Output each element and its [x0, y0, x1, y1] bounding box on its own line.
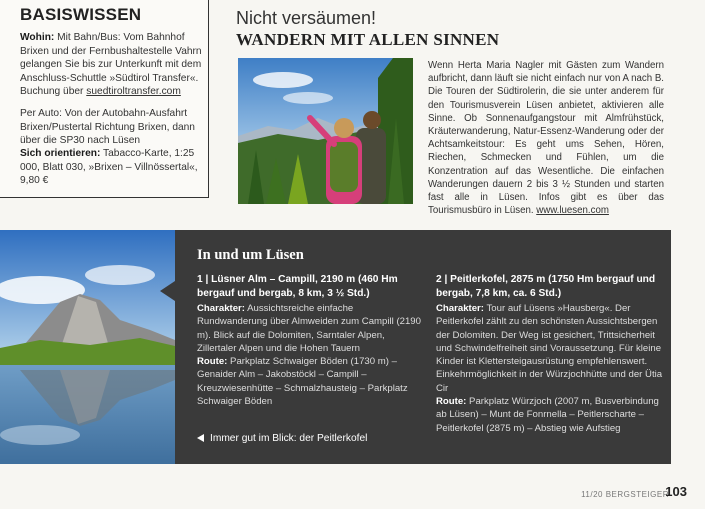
route-1-charakter: Aussichtsreiche einfache Rundwanderung über Almweiden zum Campill (2190 m). Blick auf die Dolomiten, Sarntaler Alpen, Zillertaler Alpen und die Hohen Tauern: [197, 303, 421, 354]
route-1-charakter-label: Charakter:: [197, 303, 245, 314]
photo-caption-text: Immer gut im Blick: der Peitlerkofel: [210, 433, 368, 444]
orientieren-text: Tabacco-Karte, 1:25 000, Blatt 030, »Brixen – Villnössertal«, 9,80 €: [20, 148, 198, 187]
orientieren-label: Sich orientieren:: [20, 148, 101, 159]
caption-arrow-icon: [197, 434, 204, 442]
basiswissen-title: BASISWISSEN: [20, 5, 142, 24]
wohin-text: Mit Bahn/Bus: Vom Bahnhof Brixen und der Fernbushaltestelle Vahrn gelangen Sie bis zur Unterkunft mit dem Anschluss-Schuttle »Südtirol Transfer«. Buchung über: [20, 32, 202, 98]
peitlerkofel-illustration: [0, 230, 175, 464]
basiswissen-box: [0, 0, 209, 198]
basiswissen-orientieren: [20, 147, 202, 188]
route-1-route: Parkplatz Schwaiger Böden (1730 m) – Genaider Alm – Jakobstöckl – Campill – Kreuzwiesenhütte – Schmalzhausteig – Parkplatz Schwaiger Böden: [197, 356, 408, 408]
route-2: [436, 273, 663, 435]
route-1: [197, 273, 422, 408]
basiswissen-auto: Per Auto: Von der Autobahn-Ausfahrt Brixen/Pustertal Richtung Brixen, dann über die SP30 nach Lüsen: [20, 108, 195, 147]
article-kicker: Nicht versäumen!: [236, 8, 377, 28]
panel-pointer: [160, 281, 175, 301]
route-2-charakter-label: Charakter:: [436, 303, 484, 314]
wohin-label: Wohin:: [20, 32, 55, 43]
hiker-photo: [238, 58, 413, 204]
luesen-link[interactable]: www.luesen.com: [536, 205, 609, 217]
route-2-route-label: Route:: [436, 396, 467, 408]
article-body: [428, 59, 664, 217]
route-1-heading: 1 | Lüsner Alm – Campill, 2190 m (460 Hm bergauf und bergab, 8 km, 3 ½ Std.): [197, 274, 398, 299]
issue-label: 11/20 BERGSTEIGER: [581, 490, 669, 499]
peitlerkofel-photo: [0, 230, 175, 464]
route-2-body: [436, 302, 663, 435]
photo-caption: [197, 433, 367, 444]
route-2-route: Parkplatz Würzjoch (2007 m, Busverbindung ab Lüsen) – Munt de Fonrnella – Peitlerscharte – Peitlerkofel (2875 m) – Abstieg wie Aufstieg: [436, 396, 659, 434]
hiker-photo-illustration: [238, 58, 413, 204]
suedtiroltransfer-link[interactable]: suedtiroltransfer.com: [86, 86, 181, 98]
route-1-body: [197, 302, 422, 408]
panel-title: In und um Lüsen: [197, 247, 304, 263]
article-body-text: Wenn Herta Maria Nagler mit Gästen zum Wandern aufbricht, dann läuft sie nicht einfach nur von A nach B. Die Touren der Südtirolerin, die sie unter anderem für den Tourismusverein Lüsen anbietet, aktivieren alle Sinne. Ob Sonnenaufgangstour mit Almfrühstück, Kräuterwanderung, Natur-Essenz-Wanderung oder der Achtsamkeitstour: Es geht ums Sehen, Hören, Riechen, Schmecken und Fühlen, um die Konzentration auf das Wesentliche. Die einfachen Wanderungen dauern 2 bis 3 ½ Stunden und starten fast alle in Lüsen. Infos gibt es über das Tourismusbüro in Lüsen.: [428, 60, 664, 217]
article-headline: WANDERN MIT ALLEN SINNEN: [236, 30, 500, 49]
basiswissen-wohin: [20, 31, 202, 99]
page-number: 103: [665, 484, 687, 499]
route-1-route-label: Route:: [197, 356, 228, 368]
route-2-heading: 2 | Peitlerkofel, 2875 m (1750 Hm bergauf und bergab, 7,8 km, ca. 6 Std.): [436, 274, 656, 299]
route-2-charakter: Tour auf Lüsens »Hausberg«. Der Peitlerkofel zählt zu den schönsten Aussichtsbergen der Dolomiten. Der Weg ist gesichert, Trittsicherheit und Schwindelfreiheit sind Voraussetzung. Für kleine Kinder ist Klettersteigausrüstung empfehlenswert. Einkehrmöglichkeit in der Würzjochhütte und der Ütia Cir: [436, 303, 663, 394]
